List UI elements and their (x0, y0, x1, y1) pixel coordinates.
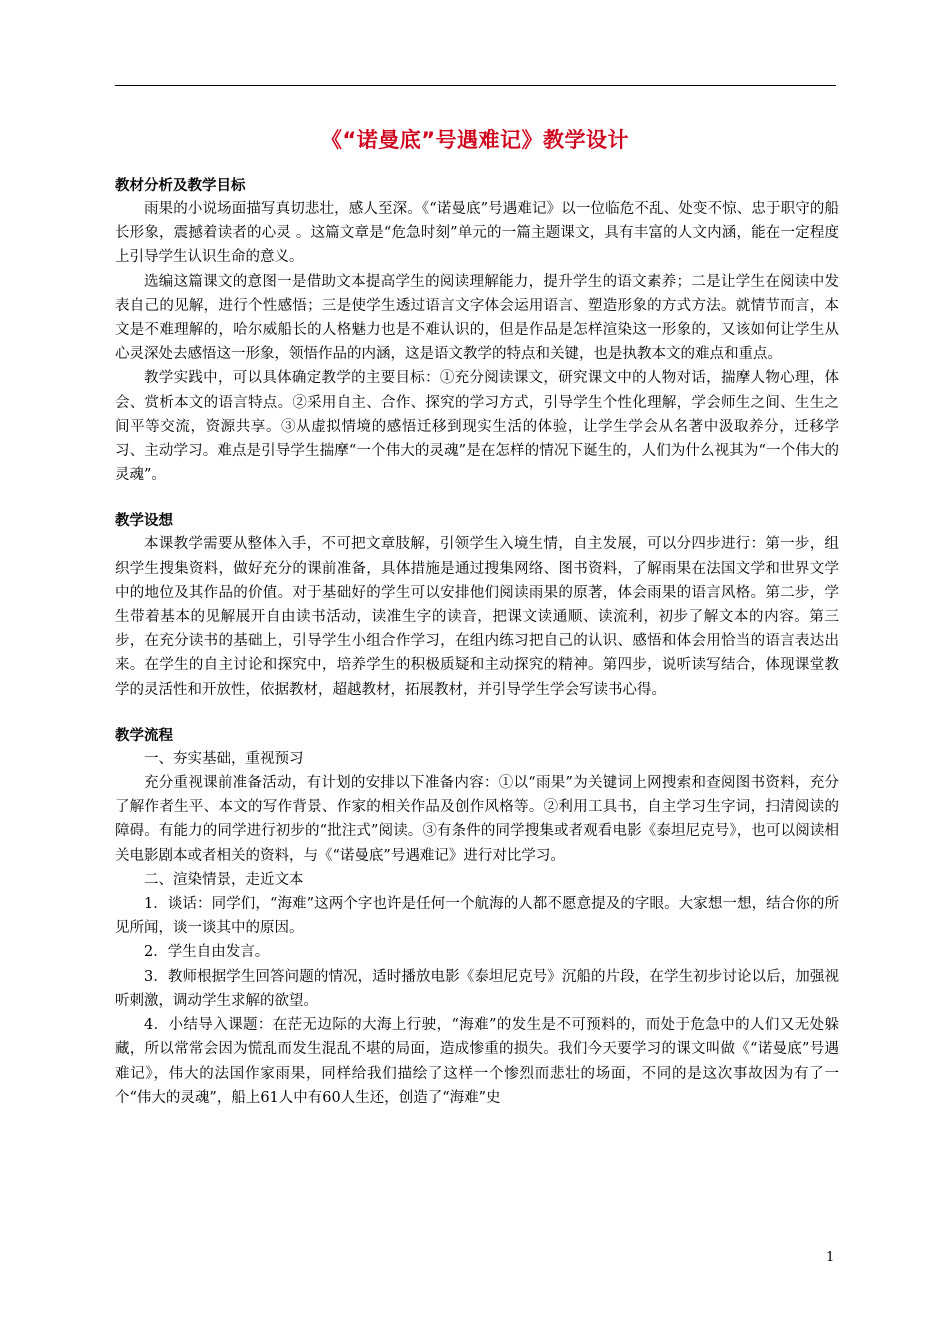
paragraph: 本课教学需要从整体入手，不可把文章肢解，引领学生入境生情，自主发展，可以分四步进行：第一步，组织学生搜集资料，做好充分的课前准备，具体措施是通过搜集网络、图书资料，了解雨果在法国文学和世界文学中的地位及其作品的价值。对于基础好的学生可以安排他们阅读雨果的原著，体会雨果的语言风格。第二步，学生带着基本的见解展开自由读书活动，读准生字的读音，把课文读通顺、读流利，初步了解文本的内容。第三步，在充分读书的基础上，引导学生小组合作学习，在组内练习把自己的认识、感悟和体会用恰当的语言表达出来。在学生的自主讨论和探究中，培养学生的积极质疑和主动探究的精神。第四步，说听读写结合，体现课堂教学的灵活性和开放性，依据教材，超越教材，拓展教材，并引导学生学会写读书心得。 (115, 536, 839, 698)
page-number: 1 (826, 1250, 835, 1265)
document-title: 《“诺曼底”号遇难记》教学设计 (320, 128, 630, 152)
list-item: 1．谈话：同学们，“海难”这两个字也许是任何一个航海的人都不愿意提及的字眼。大家想一想，结合你的所见所闻，谈一谈其中的原因。 (115, 896, 839, 937)
subheading-paragraph: 二、渲染情景，走近文本 (144, 871, 304, 888)
section-heading: 教学设想 (115, 513, 173, 530)
paragraph: 充分重视课前准备活动，有计划的安排以下准备内容：①以“雨果”为关键词上网搜索和查阅图书资料，充分了解作者生平、本文的写作背景、作家的相关作品及创作风格等。②利用工具书，自主学习生字词，扫清阅读的障碍。有能力的同学进行初步的“批注式”阅读。③有条件的同学搜集或者观看电影《泰坦尼克号》，也可以阅读相关电影剧本或者相关的资料，与《“诺曼底”号遇难记》进行对比学习。 (115, 775, 839, 864)
paragraph: 雨果的小说场面描写真切悲壮，感人至深。《“诺曼底”号遇难记》以一位临危不乱、处变不惊、忠于职守的船长形象，震撼着读者的心灵 。这篇文章是“危急时刻”单元的一篇主题课文，具有丰富的人文内涵，能在一定程度上引导学生认识生命的意义。 (115, 201, 839, 266)
header-rule (115, 85, 836, 86)
section-gap (115, 702, 839, 726)
paragraph: 选编这篇课文的意图一是借助文本提高学生的阅读理解能力，提升学生的语文素养；二是让学生在阅读中发表自己的见解，进行个性感悟；三是使学生透过语言文字体会运用语言、塑造形象的方式方法。就情节而言，本文是不难理解的，哈尔威船长的人格魅力也是不难认识的，但是作品是怎样渲染这一形象的，又该如何让学生从心灵深处去感悟这一形象，领悟作品的内涵，这是语文教学的特点和关键，也是执教本文的难点和重点。 (115, 273, 839, 363)
list-item: 4．小结导入课题：在茫无边际的大海上行驶，“海难”的发生是不可预料的，而处于危急中的人们又无处躲藏，所以常常会因为慌乱而发生混乱不堪的局面，造成惨重的损失。我们今天要学习的课文叫做《“诺曼底”号遇难记》，伟大的法国作家雨果，同样给我们描绘了这样一个惨烈而悲壮的场面，不同的是这次事故因为有了一个“伟大的灵魂”，船上61人中有60人生还，创造了“海难”史 (115, 1017, 839, 1106)
list-item: 2．学生自由发言。 (144, 944, 270, 961)
section-heading: 教材分析及教学目标 (115, 178, 246, 194)
section-gap (115, 487, 839, 511)
list-item: 3．教师根据学生回答问题的情况，适时播放电影《泰坦尼克号》沉船的片段，在学生初步讨论以后，加强视听刺激，调动学生求解的欲望。 (115, 968, 839, 1009)
section-heading: 教学流程 (115, 727, 173, 744)
paragraph: 教学实践中，可以具体确定教学的主要目标：①充分阅读课文，研究课文中的人物对话，揣摩人物心理，体会、赏析本文的语言特点。②采用自主、合作、探究的学习方式，引导学生个性化理解，学会师生之间、生生之间平等交流，资源共享。③从虚拟情境的感悟迁移到现实生活的体验，让学生学会从名著中汲取养分，迁移学习、主动学习。难点是引导学生揣摩“一个伟大的灵魂”是在怎样的情况下诞生的，人们为什么视其为“一个伟大的灵魂”。 (115, 370, 839, 484)
subheading-paragraph: 一、夯实基础，重视预习 (144, 750, 304, 767)
document-body (115, 176, 839, 1110)
